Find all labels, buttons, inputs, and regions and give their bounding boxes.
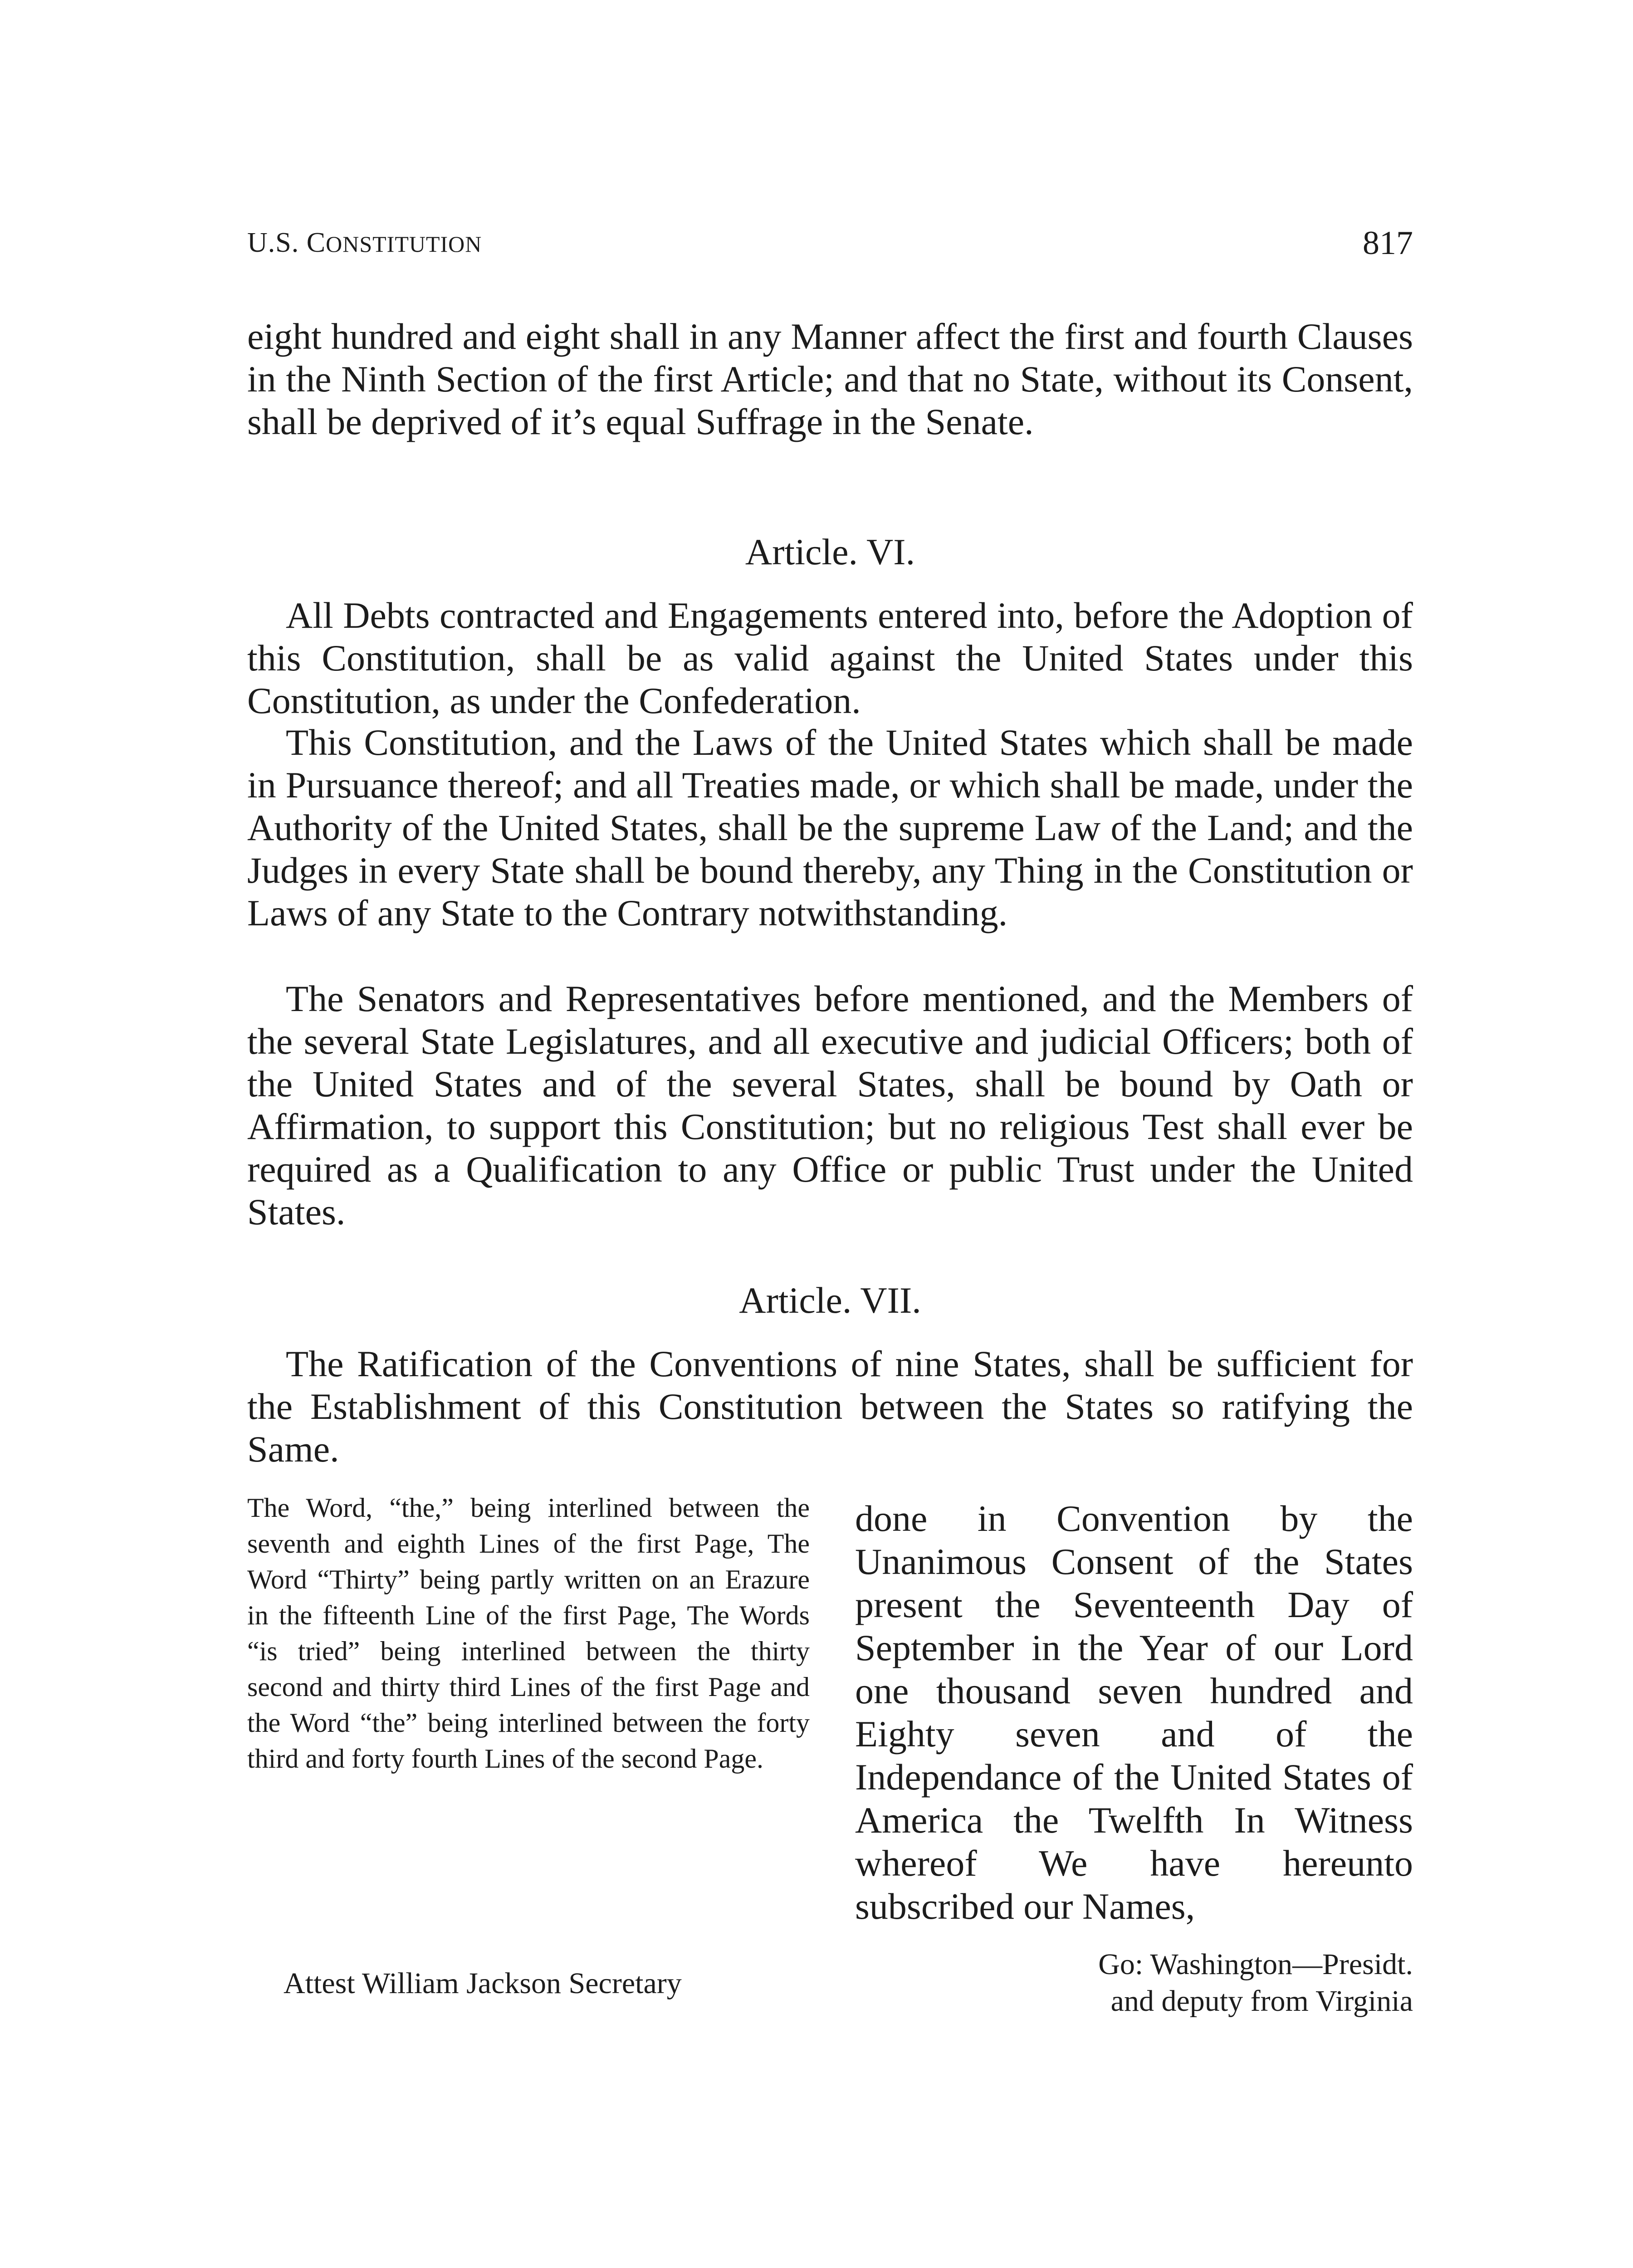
- article-vii-paragraph-1: The Ratification of the Conventions of nine States, shall be sufficient for the Establishment of this Constitution between the States so ratifying the Same.: [247, 1343, 1413, 1470]
- signature-name: Go: Washington—Presidt.: [1098, 1948, 1413, 1981]
- running-head-initial: U.S. C: [247, 227, 326, 258]
- article-vi-paragraph-3: The Senators and Representatives before mentioned, and the Members of the several State Legislatures, and all executive and judicial Officers; both of the United States and of the several States, shall be bound by Oath or Affirmation, to support this Constitution; but no religious Test shall ever be required as a Qualification to any Office or public Trust under the United States.: [247, 978, 1413, 1232]
- running-head-small-caps: ONSTITUTION: [326, 231, 482, 257]
- page-number: 817: [1363, 225, 1413, 262]
- page-header: [247, 227, 1413, 272]
- signature-block: [1098, 1946, 1413, 2019]
- closing-statement: done in Convention by the Unanimous Consent of the States present the Seventeenth Day of September in the Year of our Lord one thousand seven hundred and Eighty seven and of the Independance of the United States of America the Twelfth In Witness whereof We have hereunto subscribed our Names,: [855, 1498, 1413, 1927]
- article-vii-heading: Article. VII.: [739, 1280, 921, 1321]
- signature-title: and deputy from Virginia: [1110, 1984, 1413, 2018]
- attest-line: Attest William Jackson Secretary: [284, 1967, 682, 2000]
- continuation-paragraph: eight hundred and eight shall in any Manner affect the first and fourth Clauses in the Ninth Section of the first Article; and that no State, without its Consent, shall be deprived of it’s equal Suffrage in the Senate.: [247, 316, 1413, 442]
- article-vi-heading: Article. VI.: [745, 531, 915, 572]
- article-vi-paragraph-1: All Debts contracted and Engagements entered into, before the Adoption of this Constitution, shall be as valid against the United States under this Constitution, as under the Confederation.: [247, 595, 1413, 721]
- interlineation-note: The Word, “the,” being interlined between the seventh and eighth Lines of the first Page, The Word “Thirty” being partly written on an Erazure in the fifteenth Line of the first Page, The Words “is tried” being interlined between the thirty second and thirty third Lines of the first Page and the Word “the” being interlined between the forty third and forty fourth Lines of the second Page.: [247, 1493, 810, 1774]
- article-vi-paragraph-2: This Constitution, and the Laws of the United States which shall be made in Pursuance thereof; and all Treaties made, or which shall be made, under the Authority of the United States, shall be the supreme Law of the Land; and the Judges in every State shall be bound thereby, any Thing in the Constitution or Laws of any State to the Contrary notwithstanding.: [247, 722, 1413, 934]
- running-head: [247, 227, 482, 259]
